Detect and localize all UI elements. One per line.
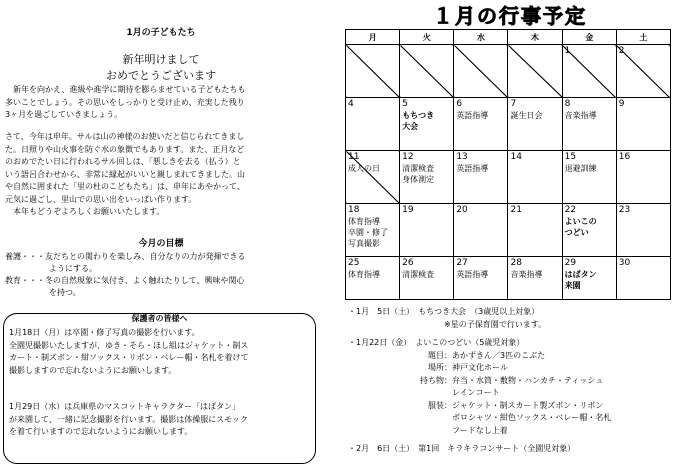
- calendar-day-cell: [508, 257, 562, 300]
- calendar-day-cell: [346, 151, 400, 204]
- day-number: 22: [564, 205, 577, 215]
- calendar-day-cell: [616, 257, 670, 300]
- calendar-day-cell: [346, 204, 400, 257]
- text-line: のおめでたい日に行われるサル回しは、「悪しきを去る（払う）と: [5, 157, 241, 166]
- calendar-day-cell: [508, 204, 562, 257]
- goal-text: ようにする。: [49, 264, 97, 273]
- day-number: 27: [456, 258, 468, 268]
- event-detail-line: ・2月 6日（土） 第1回 キラキラコンサート（全園児対象）: [348, 444, 576, 453]
- day-event: 英語指導: [456, 164, 489, 173]
- text-line: 3ヶ月を過ごしていきましょう。: [5, 110, 123, 119]
- calendar-body: [346, 45, 671, 300]
- day-event: はばタン 来園: [564, 270, 597, 290]
- day-number: 28: [510, 258, 522, 268]
- event-detail-line: ・1月 5日（土） もちつき大会 （3歳児以上対象）: [348, 307, 540, 316]
- text-line: 撮影しますので忘れないようにお願いします。: [9, 365, 177, 375]
- day-number: 1: [564, 46, 571, 56]
- calendar-day-cell: [616, 204, 670, 257]
- day-event: 音楽指導: [510, 270, 543, 279]
- calendar-day-cell: [346, 257, 400, 300]
- calendar-day-cell: [454, 257, 508, 300]
- day-number: 5: [402, 99, 408, 109]
- calendar-day-cell: [454, 98, 508, 151]
- day-number: 26: [402, 258, 414, 268]
- calendar-header-row: [346, 30, 671, 45]
- intro-paragraph: [5, 84, 320, 122]
- day-number: 15: [564, 152, 577, 162]
- day-event: 体育指導: [348, 270, 380, 279]
- day-number: 2: [618, 46, 625, 56]
- day-event: 英語指導: [456, 270, 489, 279]
- calendar-title: １月の行事予定: [433, 4, 587, 28]
- day-event: もちつき 大会: [402, 111, 435, 131]
- calendar-day-cell: [616, 45, 670, 98]
- calendar-day-cell: [400, 204, 454, 257]
- weekday-header: 火: [400, 30, 454, 45]
- calendar-day-cell: [508, 98, 562, 151]
- calendar-week-row: [346, 45, 671, 98]
- notice-title: 保護者の皆様へ: [131, 314, 188, 323]
- calendar-day-cell: [400, 98, 454, 151]
- day-event: 成人の日: [348, 164, 380, 173]
- calendar-week-row: [346, 151, 671, 204]
- weekday-header: 土: [616, 30, 670, 45]
- goal-title: 今月の目標: [138, 239, 184, 249]
- text-line: 1月29日（水）は兵庫県のマスコットキャラクター「はばタン」: [9, 402, 240, 411]
- day-event: 清潔検査 身体測定: [402, 164, 435, 184]
- event-detail-line: フードなし上着: [348, 425, 508, 435]
- day-number: 20: [456, 205, 468, 215]
- weekday-header: 木: [508, 30, 562, 45]
- event-calendar: [345, 29, 671, 300]
- calendar-week-row: [346, 257, 671, 300]
- day-number: 8: [564, 99, 571, 109]
- left-column: [0, 0, 322, 473]
- goal-text: 冬の自然現象に気付き、よく触れたりして、興味や関心: [45, 276, 245, 285]
- day-number: 29: [564, 258, 577, 268]
- day-number: 12: [402, 152, 414, 162]
- day-number: 7: [510, 99, 517, 109]
- day-event: 清潔検査: [402, 270, 435, 279]
- calendar-day-cell: [616, 151, 670, 204]
- goal-list: [5, 251, 320, 299]
- calendar-day-cell: [454, 45, 508, 98]
- calendar-week-row: [346, 204, 671, 257]
- calendar-day-cell: [400, 257, 454, 300]
- day-number: 6: [456, 99, 463, 109]
- day-number: 16: [618, 152, 631, 162]
- day-number: 13: [456, 152, 468, 162]
- text-line: さて、今年は申年。サルは山の神様のお使いだと信じられてきまし: [5, 132, 245, 141]
- calendar-day-cell: [454, 204, 508, 257]
- calendar-day-cell: [508, 151, 562, 204]
- event-detail-line: ボロシャツ・紺色ソックス・ベレー帽・名札: [348, 413, 612, 422]
- text-line: が来園して、一緒に記念撮影を行います。撮影は体操服にスモック: [9, 414, 248, 424]
- event-detail-line: ・1月22日（金） よいこのつどい（5歳児対象）: [348, 338, 525, 347]
- weekday-header: 金: [562, 30, 616, 45]
- greeting-line-2: おめでとうございます: [106, 69, 216, 82]
- text-line: を着て行いますので忘れないようにお願いします。: [9, 427, 193, 436]
- day-number: 14: [510, 152, 522, 162]
- day-event: よいこの つどい: [564, 217, 597, 237]
- day-number: 18: [348, 205, 360, 215]
- calendar-day-cell: [346, 45, 400, 98]
- weekday-header: 月: [346, 30, 400, 45]
- weekday-header: 水: [454, 30, 508, 45]
- calendar-day-cell: [562, 257, 616, 300]
- text-line: た。日照りや山火事を防ぐ水の象徴でもあります。また、正月など: [5, 144, 245, 154]
- goal-label: 教育・・・: [5, 276, 45, 285]
- notice-paragraph-photo: [9, 327, 311, 377]
- calendar-day-cell: [562, 98, 616, 151]
- calendar-day-cell: [616, 98, 670, 151]
- text-line: 本年もどうぞよろしくお願いいたします。: [5, 207, 165, 216]
- day-event: 退避訓練: [564, 164, 597, 173]
- calendar-day-cell: [346, 98, 400, 151]
- calendar-day-cell: [562, 151, 616, 204]
- event-detail-line: 題目：あかずきん／3匹のこぶた: [348, 350, 546, 360]
- text-line: カート・制ズボン・紺ソックス・リボン・ベレー帽・名札を着けて: [9, 353, 249, 362]
- goal-item: [5, 251, 320, 275]
- day-number: 19: [402, 205, 414, 215]
- day-event: 英語指導: [456, 111, 489, 120]
- text-line: 新年を向かえ、進級や進学に期待を膨らませている子どもたちも: [5, 85, 246, 94]
- goal-text: を持つ。: [49, 288, 81, 297]
- greeting-line-1: 新年明けまして: [122, 53, 200, 66]
- goal-label: 養護・・・: [5, 252, 45, 261]
- text-line: 元気に過ごし、里山での思い出をいっぱい作ります。: [5, 194, 197, 204]
- text-line: 全園児撮影いたしますが、ゆき・そら・ほし組はジャケット・制ス: [9, 340, 249, 350]
- day-number: 30: [618, 258, 631, 268]
- section-title-children: 1月の子どもたち: [126, 28, 196, 38]
- notice-paragraph-habatan: [9, 401, 311, 439]
- event-detail-line: 服装：ジャケット・制スカート製ズボン・リボン: [348, 400, 604, 410]
- day-event: 体育指導 卒園・修了 写真撮影: [348, 217, 388, 248]
- parent-notice-box: [3, 313, 316, 464]
- calendar-day-cell: [400, 45, 454, 98]
- event-details-list: [348, 306, 678, 456]
- calendar-day-cell: [508, 45, 562, 98]
- calendar-day-cell: [562, 45, 616, 98]
- day-number: 11: [348, 152, 360, 162]
- text-line: や自然に囲まれた「里の杜のこどもたち」は、申年にあやかって、: [5, 182, 245, 191]
- event-detail-line: 持ち物：弁当・水筒・敷物・ハンカチ・ティッシュ: [348, 375, 604, 385]
- event-detail-line: レインコート: [348, 388, 500, 397]
- event-detail-line: 場所：神戸文化ホール: [348, 363, 508, 372]
- day-number: 21: [510, 205, 522, 215]
- calendar-day-cell: [562, 204, 616, 257]
- text-line: いう語呂合わせから、非常に縁起がいいと親しまれてきました。山: [5, 169, 245, 179]
- day-number: 9: [618, 99, 625, 109]
- day-event: 誕生日会: [510, 111, 543, 120]
- event-detail-line: ※星の子保育園で行います。: [348, 319, 547, 329]
- monkey-year-paragraph: [5, 131, 320, 219]
- text-line: 1月18日（月）は卒園・修了写真の撮影を行います。: [9, 328, 200, 337]
- day-event: 音楽指導: [564, 111, 597, 120]
- goal-item: [5, 275, 320, 299]
- day-number: 4: [348, 99, 354, 109]
- day-number: 25: [348, 258, 360, 268]
- calendar-day-cell: [400, 151, 454, 204]
- day-number: 23: [618, 205, 631, 215]
- goal-text: 友だちとの関わりを楽しみ、自分なりの力が発揮できる: [45, 252, 246, 261]
- calendar-day-cell: [454, 151, 508, 204]
- calendar-week-row: [346, 98, 671, 151]
- right-column: [340, 0, 680, 473]
- text-line: 多いことでしょう。その思いをしっかりと受け止め、充実した残り: [5, 97, 245, 107]
